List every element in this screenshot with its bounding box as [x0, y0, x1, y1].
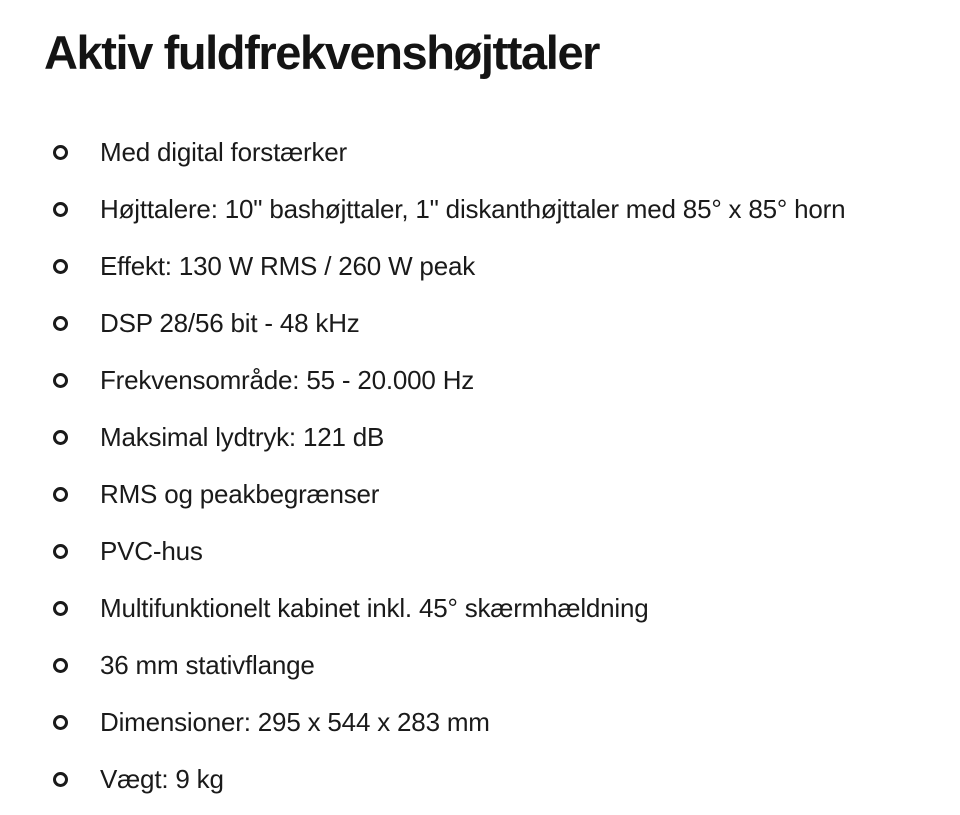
list-item: [0, 351, 960, 408]
page-title: Aktiv fuldfrekvenshøjttaler: [44, 26, 600, 79]
circle-outline-icon: [53, 544, 68, 559]
circle-outline-icon: [53, 202, 68, 217]
feature-list: [0, 123, 960, 807]
list-item: [0, 465, 960, 522]
circle-outline-icon: [53, 487, 68, 502]
list-item: [0, 123, 960, 180]
circle-outline-icon: [53, 715, 68, 730]
list-item-text: 36 mm stativflange: [100, 649, 315, 680]
list-item-text: Højttalere: 10" bashøjttaler, 1" diskanthøjttaler med 85° x 85° horn: [100, 193, 846, 224]
list-item: [0, 408, 960, 465]
list-item-text: Multifunktionelt kabinet inkl. 45° skærmhældning: [100, 592, 649, 623]
list-item: [0, 237, 960, 294]
circle-outline-icon: [53, 316, 68, 331]
list-item-text: DSP 28/56 bit - 48 kHz: [100, 307, 360, 338]
circle-outline-icon: [53, 373, 68, 388]
list-item-text: RMS og peakbegrænser: [100, 478, 380, 509]
list-item-text: Frekvensområde: 55 - 20.000 Hz: [100, 364, 475, 395]
list-item-text: Maksimal lydtryk: 121 dB: [100, 421, 385, 452]
list-item: [0, 693, 960, 750]
circle-outline-icon: [53, 658, 68, 673]
list-item: [0, 180, 960, 237]
circle-outline-icon: [53, 601, 68, 616]
circle-outline-icon: [53, 772, 68, 787]
list-item: [0, 750, 960, 807]
list-item-text: Med digital forstærker: [100, 136, 348, 167]
list-item: [0, 294, 960, 351]
list-item: [0, 579, 960, 636]
list-item-text: Dimensioner: 295 x 544 x 283 mm: [100, 706, 490, 737]
circle-outline-icon: [53, 145, 68, 160]
list-item: [0, 522, 960, 579]
list-item-text: Vægt: 9 kg: [100, 763, 224, 794]
circle-outline-icon: [53, 259, 68, 274]
list-item-text: Effekt: 130 W RMS / 260 W peak: [100, 250, 476, 281]
circle-outline-icon: [53, 430, 68, 445]
list-item-text: PVC-hus: [100, 535, 203, 566]
list-item: [0, 636, 960, 693]
